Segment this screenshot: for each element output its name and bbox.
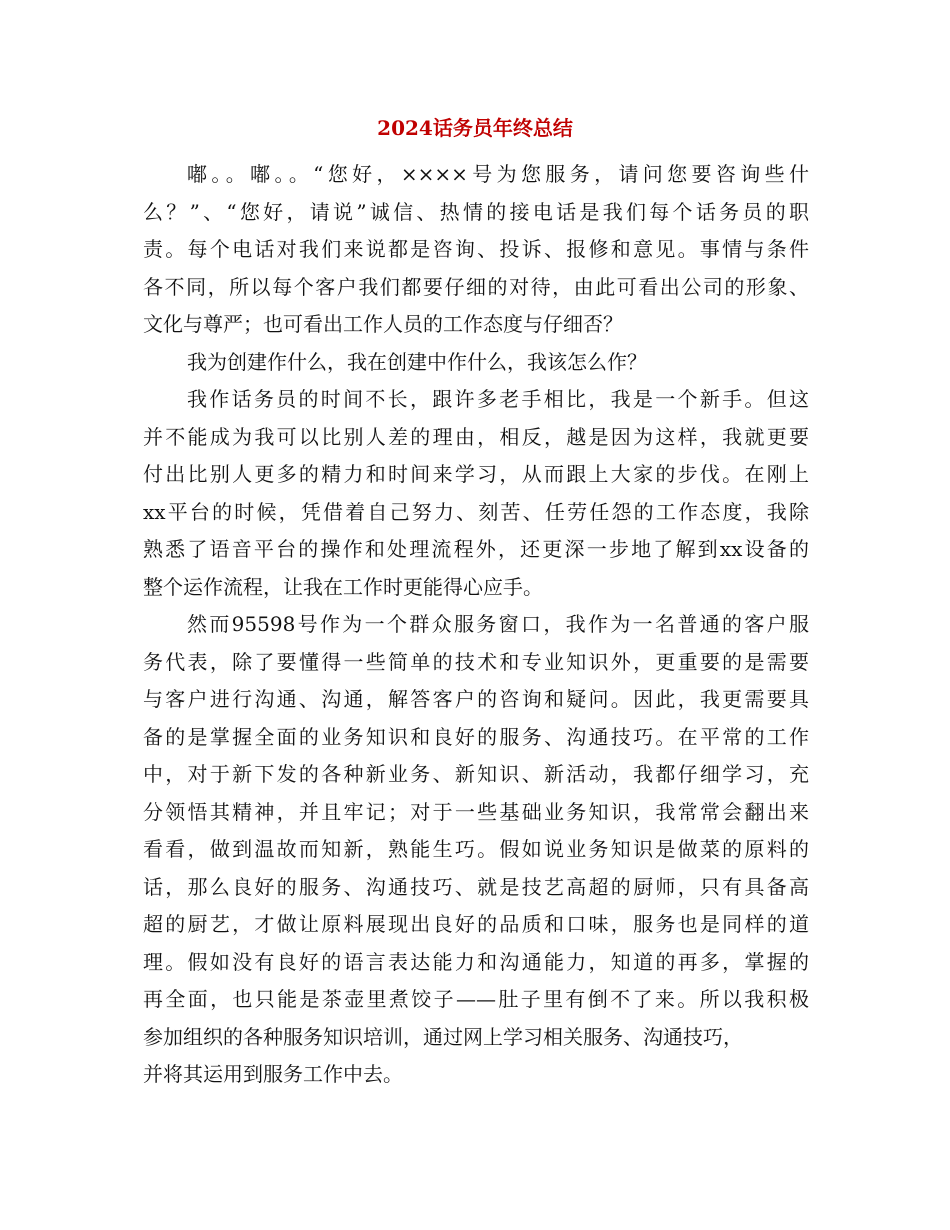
text-line: 备的是掌握全面的业务知识和良好的服务、沟通技巧。在平常的工作 [143, 724, 809, 749]
text-line: 与客户进行沟通、沟通，解答客户的咨询和疑问。因此，我更需要具 [143, 687, 809, 711]
text-line: 并不能成为我可以比别人差的理由，相反，越是因为这样，我就更要 [143, 424, 809, 449]
document-body [143, 156, 809, 1094]
text-line: 然而95598号作为一个群众服务窗口，我作为一名普通的客户服 [187, 612, 809, 636]
text-line: 么？”、“您好，请说”诚信、热情的接电话是我们每个话务员的职 [143, 199, 809, 224]
text-line: 中，对于新下发的各种新业务、新知识、新活动，我都仔细学习，充 [143, 762, 809, 786]
text-line: 参加组织的各种服务知识培训，通过网上学习相关服务、沟通技巧， [143, 1024, 743, 1049]
text-line: 付出比别人更多的精力和时间来学习，从而跟上大家的步伐。在刚上 [143, 462, 809, 486]
text-line: 责。每个电话对我们来说都是咨询、投诉、报修和意见。事情与条件 [143, 237, 809, 261]
text-line: xx平台的时候，凭借着自己努力、刻苦、任劳任怨的工作态度，我除 [143, 499, 809, 524]
paragraph [143, 381, 809, 606]
text-line: 嘟。。嘟。。“您好，××××号为您服务，请问您要咨询些什 [187, 162, 809, 186]
paragraph [143, 156, 809, 344]
document-title: 2024话务员年终总结 [377, 116, 573, 140]
text-line: 文化与尊严；也可看出工作人员的工作态度与仔细否？ [143, 312, 623, 336]
text-line: 再全面，也只能是茶壶里煮饺子——肚子里有倒不了来。所以我积极 [143, 987, 809, 1011]
text-line: 务代表，除了要懂得一些简单的技术和专业知识外，更重要的是需要 [143, 649, 809, 674]
text-line: 各不同，所以每个客户我们都要仔细的对待，由此可看出公司的形象、 [143, 274, 809, 299]
paragraph [143, 344, 809, 382]
text-line: 熟悉了语音平台的操作和处理流程外，还更深一步地了解到xx设备的 [143, 537, 809, 561]
text-line: 理。假如没有良好的语言表达能力和沟通能力，知道的再多，掌握的 [143, 949, 809, 974]
text-line: 我为创建作什么，我在创建中作什么，我该怎么作？ [187, 349, 647, 374]
paragraph [143, 606, 809, 1094]
text-line: 看看，做到温故而知新，熟能生巧。假如说业务知识是做菜的原料的 [143, 837, 809, 861]
text-line: 整个运作流程，让我在工作时更能得心应手。 [143, 574, 543, 599]
text-line: 超的厨艺，才做让原料展现出良好的品质和口味，服务也是同样的道 [143, 912, 809, 936]
text-line: 分领悟其精神，并且牢记；对于一些基础业务知识，我常常会翻出来 [143, 799, 809, 824]
text-line: 我作话务员的时间不长，跟许多老手相比，我是一个新手。但这 [187, 387, 809, 411]
text-line: 话，那么良好的服务、沟通技巧、就是技艺高超的厨师，只有具备高 [143, 874, 809, 899]
text-line: 并将其运用到服务工作中去。 [143, 1062, 403, 1086]
